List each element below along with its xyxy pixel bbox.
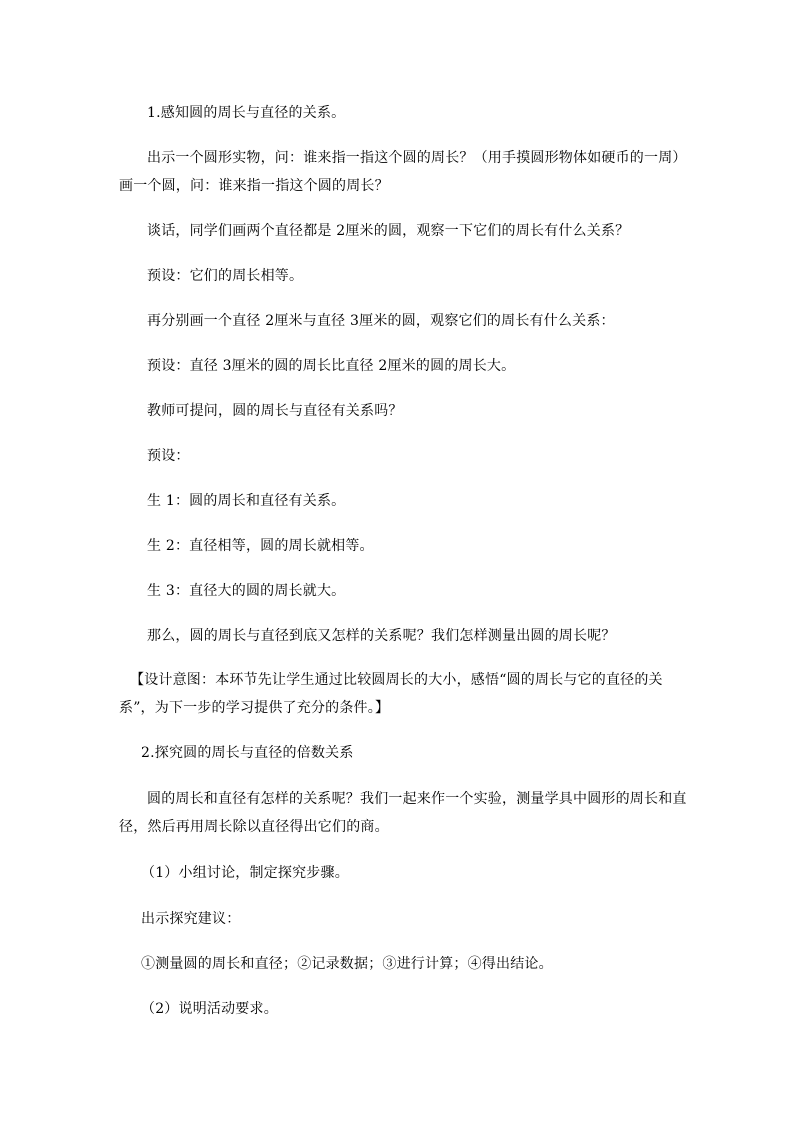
show-suggestion: 出示探究建议： xyxy=(141,911,241,927)
paragraph-then: 那么，圆的周长与直径到底又怎样的关系呢？我们怎样测量出圆的周长呢？ xyxy=(147,628,616,644)
design-note-line-2: 系”，为下一步的学习提供了充分的条件。】 xyxy=(119,700,390,716)
student-answer-1: 生 1：圆的周长和直径有关系。 xyxy=(147,493,346,509)
student-answer-3: 生 3：直径大的圆的周长就大。 xyxy=(147,583,346,599)
step-2: （2）说明活动要求。 xyxy=(141,1001,278,1017)
preset-equal: 预设：它们的周长相等。 xyxy=(147,268,304,284)
paragraph-talk: 谈话，同学们画两个直径都是 2厘米的圆，观察一下它们的周长有什么关系？ xyxy=(147,223,630,239)
paragraph-draw-two: 再分别画一个直径 2厘米与直径 3厘米的圆，观察它们的周长有什么关系： xyxy=(147,313,615,329)
preset-bigger: 预设：直径 3厘米的圆的周长比直径 2厘米的圆的周长大。 xyxy=(147,358,516,374)
paragraph-experiment-line-1: 圆的周长和直径有怎样的关系呢？我们一起来作一个实验，测量学具中圆形的周长和直 xyxy=(147,791,687,807)
student-answer-2: 生 2：直径相等，圆的周长就相等。 xyxy=(147,538,374,554)
section1-heading: 1.感知圆的周长与直径的关系。 xyxy=(147,105,346,121)
design-note-line-1: 【设计意图：本环节先让学生通过比较圆周长的大小，感悟“圆的周长与它的直径的关 xyxy=(130,672,663,688)
paragraph-experiment-line-2: 径，然后再用周长除以直径得出它们的商。 xyxy=(119,819,389,835)
paragraph-show-object-continued: 画一个圆，问：谁来指一指这个圆的周长？ xyxy=(119,178,389,194)
paragraph-show-object: 出示一个圆形实物，问：谁来指一指这个圆的周长？（用手摸圆形物体如硬币的一周） xyxy=(147,150,687,166)
teacher-question: 教师可提问，圆的周长与直径有关系吗？ xyxy=(147,403,403,419)
step-1: （1）小组讨论，制定探究步骤。 xyxy=(141,865,349,881)
preset-label: 预设： xyxy=(147,448,190,464)
section2-heading: 2.探究圆的周长与直径的倍数关系 xyxy=(141,745,354,761)
suggestion-list: ①测量圆的周长和直径；②记录数据；③进行计算；④得出结论。 xyxy=(141,956,553,972)
